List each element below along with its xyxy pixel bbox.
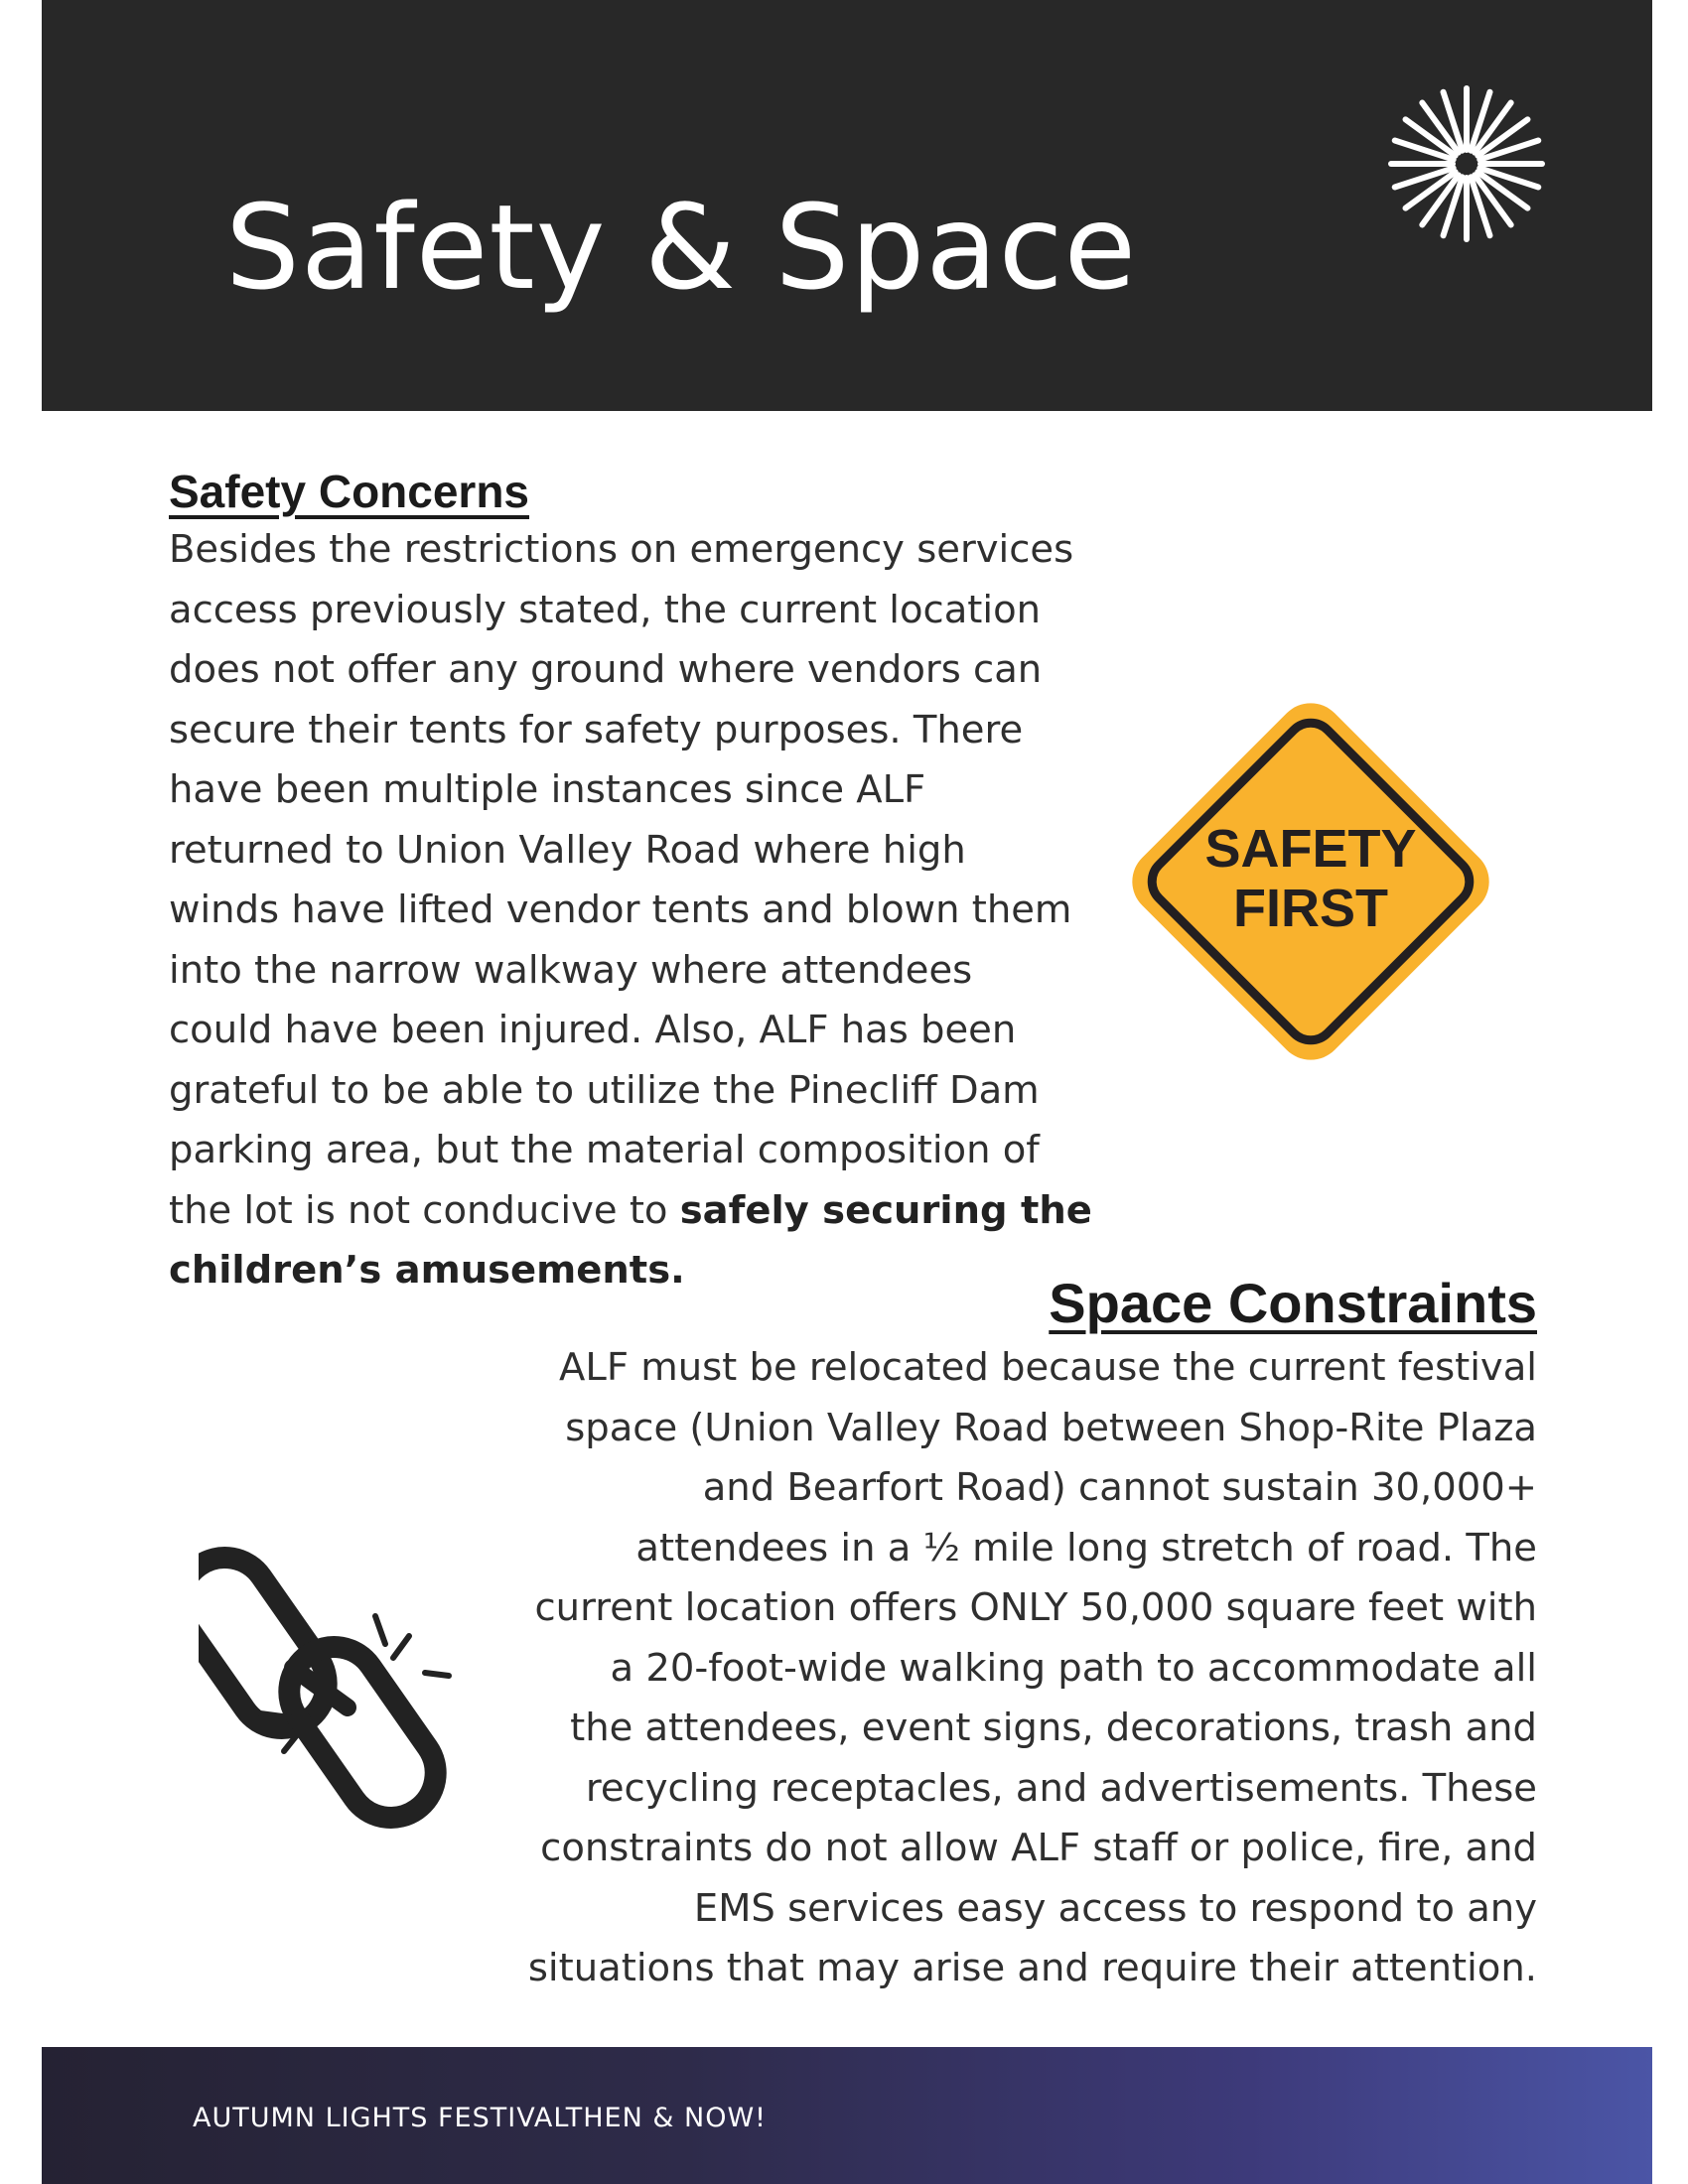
space-line: and Bearfort Road) cannot sustain 30,000+ — [702, 1465, 1537, 1510]
space-line: EMS services easy access to respond to any — [693, 1885, 1537, 1931]
safety-line: into the narrow walkway where attendees — [169, 947, 973, 993]
safety-line: does not offer any ground where vendors can — [169, 647, 1043, 692]
safety-line: returned to Union Valley Road where high — [169, 827, 966, 873]
safety-line: grateful to be able to utilize the Pinecliff Dam — [169, 1067, 1040, 1113]
space-constraints-heading: Space Constraints — [1049, 1272, 1537, 1334]
space-line: the attendees, event signs, decorations, trash and — [570, 1706, 1537, 1750]
sign-text-line1: SAFETY — [1204, 819, 1417, 879]
safety-line-bold — [169, 1241, 1082, 1301]
safety-emphasis: safely securing the — [679, 1187, 1092, 1233]
safety-first-sign-icon — [1107, 678, 1514, 1085]
broken-chain-icon — [199, 1529, 536, 1837]
safety-line: Besides the restrictions on emergency services — [169, 527, 1074, 572]
space-line: space (Union Valley Road between Shop-Rite Plaza — [565, 1405, 1537, 1450]
space-line: a 20-foot-wide walking path to accommodate all — [610, 1645, 1537, 1691]
safety-line-mixed — [169, 1181, 1092, 1242]
safety-line: winds have lifted vendor tents and blown them — [169, 887, 1072, 932]
space-line: recycling receptacles, and advertisements. These — [585, 1765, 1537, 1811]
page-title: Safety & Space — [225, 179, 1138, 316]
safety-concerns-body — [169, 520, 1092, 1301]
starburst-icon — [1382, 79, 1551, 248]
header-banner — [42, 0, 1652, 411]
safety-line: could have been injured. Also, ALF has been — [169, 1008, 1017, 1052]
safety-line-plain: the lot is not conducive to — [169, 1187, 680, 1233]
space-line: ALF must be relocated because the current festival — [559, 1345, 1537, 1390]
space-constraints-body — [496, 1338, 1537, 1999]
sign-text-line2: FIRST — [1233, 879, 1388, 938]
footer-banner — [42, 2047, 1652, 2184]
footer-text: AUTUMN LIGHTS FESTIVALTHEN & NOW! — [193, 2103, 767, 2133]
space-line: attendees in a ½ mile long stretch of road. The — [635, 1525, 1537, 1570]
safety-concerns-heading: Safety Concerns — [169, 466, 530, 517]
safety-line: access previously stated, the current location — [169, 587, 1042, 632]
safety-line: secure their tents for safety purposes. There — [169, 707, 1024, 752]
safety-line: parking area, but the material composition of — [169, 1128, 1040, 1172]
safety-line: have been multiple instances since ALF — [169, 767, 926, 812]
space-line: situations that may arise and require their attention. — [527, 1946, 1537, 1990]
safety-emphasis: children’s amusements. — [169, 1248, 685, 1293]
space-line: constraints do not allow ALF staff or police, fire, and — [540, 1826, 1537, 1870]
space-line: current location offers ONLY 50,000 square feet with — [534, 1585, 1537, 1630]
